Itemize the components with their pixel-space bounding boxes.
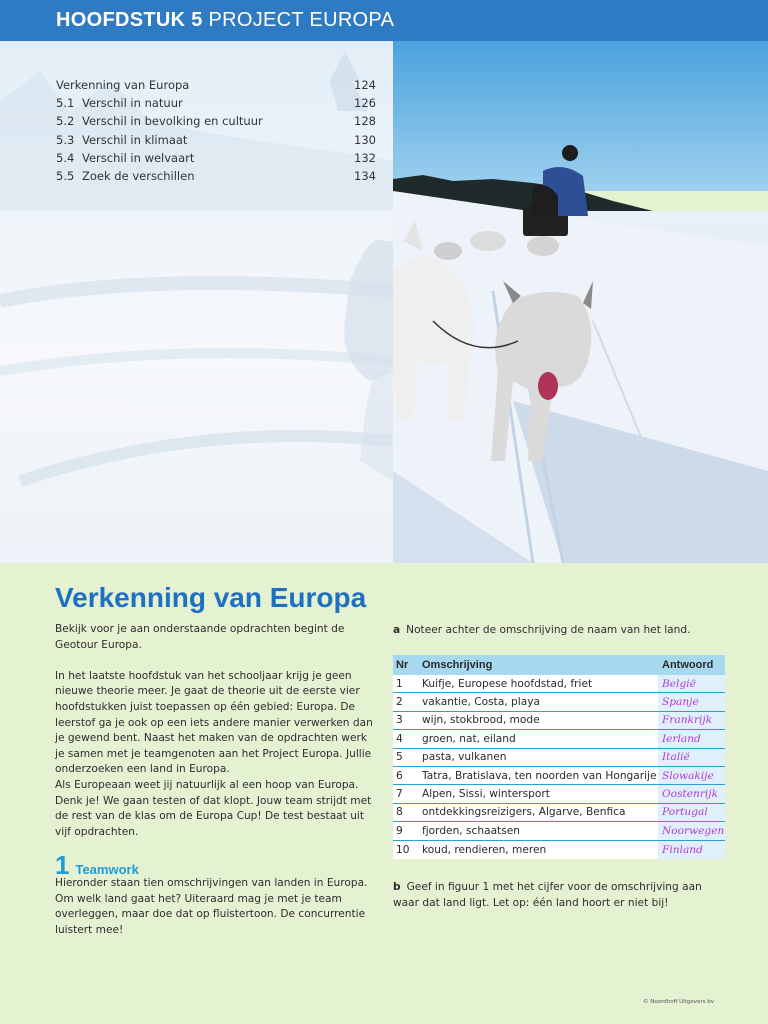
toc-item-num: 5.5 bbox=[56, 169, 75, 184]
answer-text: Portugal bbox=[662, 806, 708, 819]
page-title: Verkenning van Europa bbox=[55, 582, 367, 613]
chapter-title: PROJECT EUROPA bbox=[208, 9, 395, 31]
toc-item[interactable] bbox=[56, 131, 376, 149]
toc-item[interactable] bbox=[56, 167, 376, 185]
answer-text: Slowakije bbox=[662, 769, 714, 782]
country-table bbox=[393, 655, 725, 859]
row-description: pasta, vulkanen bbox=[422, 751, 507, 764]
table-row bbox=[393, 785, 725, 803]
row-description: groen, nat, eiland bbox=[422, 732, 516, 745]
toc-item[interactable] bbox=[56, 149, 376, 167]
row-description: fjorden, schaatsen bbox=[422, 824, 520, 837]
section-text: Hieronder staan tien omschrijvingen van landen in Europa. Om welk land gaat het? Uiteraard mag je met je team overleggen, maar doe dat op fluistertoon. De concurrentie luistert mee! bbox=[55, 877, 368, 936]
table-row bbox=[393, 730, 725, 748]
answer-field[interactable] bbox=[658, 693, 725, 710]
toc-item-title: Verschil in welvaart bbox=[82, 150, 195, 165]
table-row bbox=[393, 693, 725, 711]
answer-text: Oostenrijk bbox=[662, 788, 719, 801]
answer-text: Frankrijk bbox=[662, 714, 713, 727]
toc-item[interactable] bbox=[56, 112, 376, 130]
answer-field[interactable] bbox=[658, 841, 725, 859]
question-b bbox=[393, 880, 723, 911]
toc-item[interactable] bbox=[56, 76, 376, 94]
answer-field[interactable] bbox=[658, 712, 725, 729]
row-description: Tatra, Bratislava, ten noorden van Hongarije bbox=[422, 769, 657, 782]
toc-item-page: 128 bbox=[354, 114, 376, 129]
intro-text: Bekijk voor je aan onderstaande opdrachten begint de Geotour Europa. bbox=[55, 623, 345, 651]
question-a-text: Noteer achter de omschrijving de naam van het land. bbox=[406, 624, 691, 636]
toc-item-num: 5.4 bbox=[56, 150, 75, 165]
row-nr: 2 bbox=[396, 696, 403, 709]
table-row bbox=[393, 675, 725, 693]
toc-item-page: 126 bbox=[354, 96, 376, 111]
husky-sled-illustration bbox=[393, 41, 768, 563]
copyright-notice: © Noordhoff Uitgevers bv bbox=[643, 999, 714, 1005]
row-nr: 1 bbox=[396, 677, 403, 690]
table-row bbox=[393, 822, 725, 840]
row-nr: 10 bbox=[396, 843, 410, 856]
section-title: Teamwork bbox=[75, 862, 139, 877]
question-b-text: Geef in figuur 1 met het cijfer voor de omschrijving aan waar dat land ligt. Let op: één land hoort er niet bij! bbox=[393, 881, 702, 909]
answer-field[interactable] bbox=[658, 822, 725, 839]
answer-field[interactable] bbox=[658, 749, 725, 766]
row-description: koud, rendieren, meren bbox=[422, 843, 547, 856]
hero-photo bbox=[0, 41, 768, 563]
toc-item-title: Verschil in klimaat bbox=[82, 132, 188, 147]
intro-column bbox=[55, 622, 375, 856]
toc-item-page: 124 bbox=[354, 78, 376, 93]
answer-text: Ierland bbox=[662, 732, 701, 745]
col-header-answer: Antwoord bbox=[658, 655, 725, 675]
toc-item-num: 5.2 bbox=[56, 114, 75, 129]
section-number: 1 bbox=[55, 850, 70, 880]
answer-text: Italië bbox=[662, 751, 690, 764]
row-nr: 9 bbox=[396, 824, 403, 837]
dogsled-photo bbox=[393, 41, 768, 563]
intro-paragraph-1: In het laatste hoofdstuk van het schooljaar krijg je geen nieuwe theorie meer. Je gaat de theorie uit de eerste vier hoofdstukken juist toepassen op één gebied: Europa. De leerstof ga je ook op een iets andere manier verwerken dan je gewend bent. Naast het maken van de opdrachten werk je samen met je teamgenoten aan het Project Europa. Jullie onderzoeken een land in Europa. bbox=[55, 669, 373, 776]
toc-item-title: Verschil in natuur bbox=[82, 96, 183, 111]
answer-text: Noorwegen bbox=[662, 824, 725, 837]
row-description: Alpen, Sissi, wintersport bbox=[422, 788, 550, 801]
table-row bbox=[393, 749, 725, 767]
answer-text: Finland bbox=[662, 843, 703, 856]
col-header-description: Omschrijving bbox=[422, 659, 493, 671]
toc-item-page: 132 bbox=[354, 150, 376, 165]
toc-item-title: Verschil in bevolking en cultuur bbox=[82, 114, 263, 129]
question-b-label: b bbox=[393, 881, 401, 893]
row-description: Kuifje, Europese hoofdstad, friet bbox=[422, 677, 593, 690]
question-a-label: a bbox=[393, 624, 401, 636]
row-description: wijn, stokbrood, mode bbox=[422, 714, 540, 727]
row-nr: 5 bbox=[396, 751, 403, 764]
toc-item-page: 134 bbox=[354, 169, 376, 184]
row-nr: 7 bbox=[396, 788, 403, 801]
toc-item-title: Zoek de verschillen bbox=[82, 169, 195, 184]
table-row bbox=[393, 804, 725, 822]
row-nr: 3 bbox=[396, 714, 403, 727]
chapter-label: HOOFDSTUK 5 bbox=[56, 9, 203, 31]
table-row bbox=[393, 767, 725, 785]
answer-field[interactable] bbox=[658, 804, 725, 821]
answer-text: België bbox=[662, 677, 696, 690]
table-of-contents bbox=[56, 76, 376, 185]
answer-field[interactable] bbox=[658, 675, 725, 692]
table-row bbox=[393, 841, 725, 859]
toc-item-num: 5.3 bbox=[56, 132, 75, 147]
intro-paragraph-2: Als Europeaan weet jij natuurlijk al een hoop van Europa. Denk je! We gaan testen of dat klopt. Jouw team strijdt met de rest van de klas om de Europa Cup! De test bestaat uit vijf opdrachten. bbox=[55, 778, 372, 838]
row-nr: 8 bbox=[396, 806, 403, 819]
answer-field[interactable] bbox=[658, 767, 725, 784]
toc-item-title: Verkenning van Europa bbox=[56, 78, 190, 93]
answer-field[interactable] bbox=[658, 730, 725, 747]
chapter-header bbox=[0, 0, 768, 41]
row-description: ontdekkingsreizigers, Algarve, Benfica bbox=[422, 806, 626, 819]
question-a bbox=[393, 623, 723, 639]
toc-item[interactable] bbox=[56, 94, 376, 112]
answer-field[interactable] bbox=[658, 785, 725, 802]
table-row bbox=[393, 712, 725, 730]
answer-text: Spanje bbox=[662, 696, 699, 709]
row-nr: 4 bbox=[396, 732, 403, 745]
row-nr: 6 bbox=[396, 769, 403, 782]
table-header bbox=[393, 655, 725, 675]
col-header-nr: Nr bbox=[396, 659, 409, 671]
toc-item-page: 130 bbox=[354, 132, 376, 147]
row-description: vakantie, Costa, playa bbox=[422, 696, 540, 709]
toc-item-num: 5.1 bbox=[56, 96, 75, 111]
